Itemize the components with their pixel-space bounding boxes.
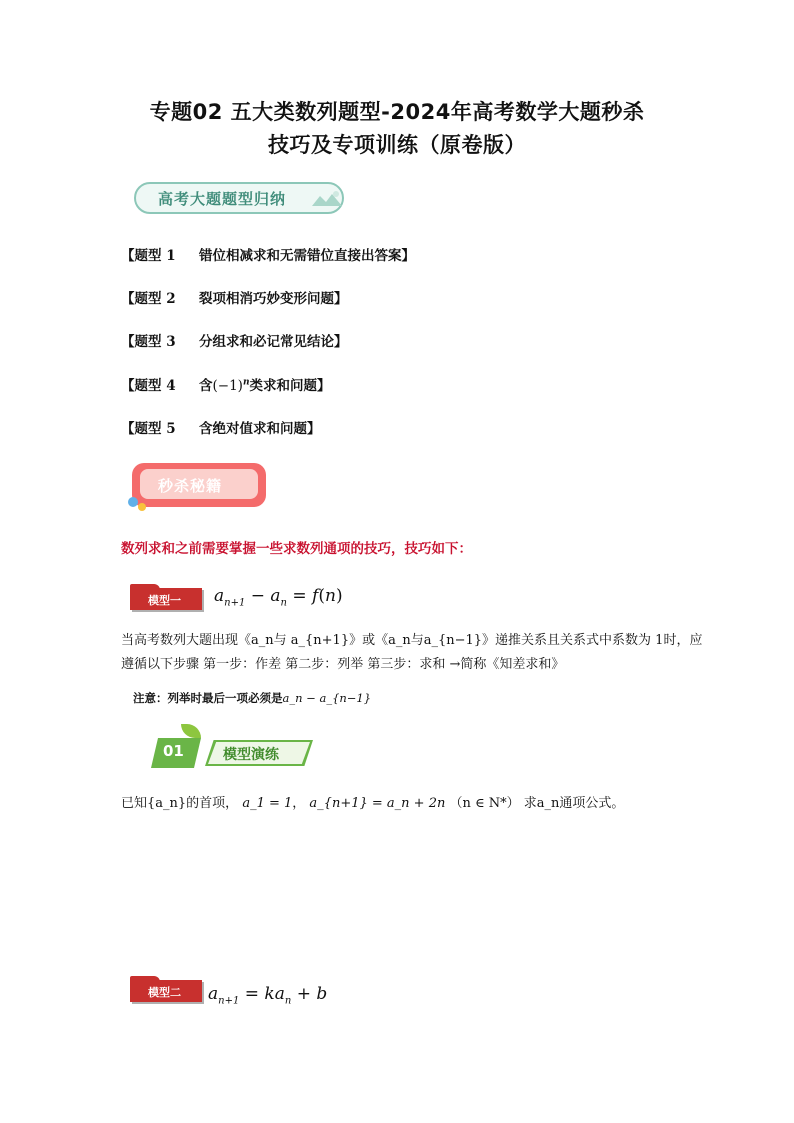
decor-dot-icon [128, 497, 138, 507]
practice-problem: 已知{a_n}的首项， a_1 = 1， a_{n+1} = a_n + 2n （n ∈ N*） 求a_n通项公式。 [121, 796, 625, 811]
section-banner-question-types [128, 178, 352, 220]
model-tag-1: 模型一 [130, 584, 204, 610]
mountain-decoration-icon [312, 190, 342, 208]
decor-dot-icon [138, 503, 146, 511]
explanation-line-2: 遵循以下步骤 第一步：作差 第二步：列举 第三步：求和 →简称《知差求和》 [121, 657, 565, 672]
model-practice-banner: 01 模型演练 [147, 722, 317, 772]
title-line-1: 专题02 五大类数列题型-2024年高考数学大题秒杀 [149, 100, 645, 124]
intro-text: 数列求和之前需要掌握一些求数列通项的技巧，技巧如下： [121, 541, 472, 557]
note-text: 注意：列举时最后一项必须是a_n − a_{n−1} [133, 691, 372, 705]
model-1-formula: $a_{n+1} - a_n = f(n)$ [214, 586, 343, 609]
explanation-line-1: 当高考数列大题出现《a_n与 a_{n+1}》或《a_n与a_{n−1}》递推关系且关系式中系数为 1时，应 [121, 633, 703, 648]
recurrence-explanation [121, 629, 703, 677]
page-title [100, 96, 694, 162]
question-type-5: 【题型 5 含绝对值求和问题】 [121, 421, 321, 437]
question-type-3: 【题型 3 分组求和必记常见结论】 [121, 334, 348, 350]
leaf-icon [181, 724, 201, 738]
model-2-formula: $a_{n+1} = ka_n + b$ [208, 984, 328, 1007]
question-type-2: 【题型 2 裂项相消巧妙变形问题】 [121, 291, 348, 307]
question-type-1: 【题型 1 错位相减求和无需错位直接出答案】 [121, 248, 415, 264]
section-banner-secrets [128, 461, 268, 513]
model-tag-2: 模型二 [130, 976, 204, 1002]
section-banner-label: 高考大题题型归纳 [158, 190, 287, 208]
section-banner-label: 秒杀秘籍 [158, 477, 223, 495]
question-type-4: 【题型 4 含$(-1)^n$类求和问题】 [121, 377, 331, 394]
title-line-2: 技巧及专项训练（原卷版） [268, 133, 526, 157]
